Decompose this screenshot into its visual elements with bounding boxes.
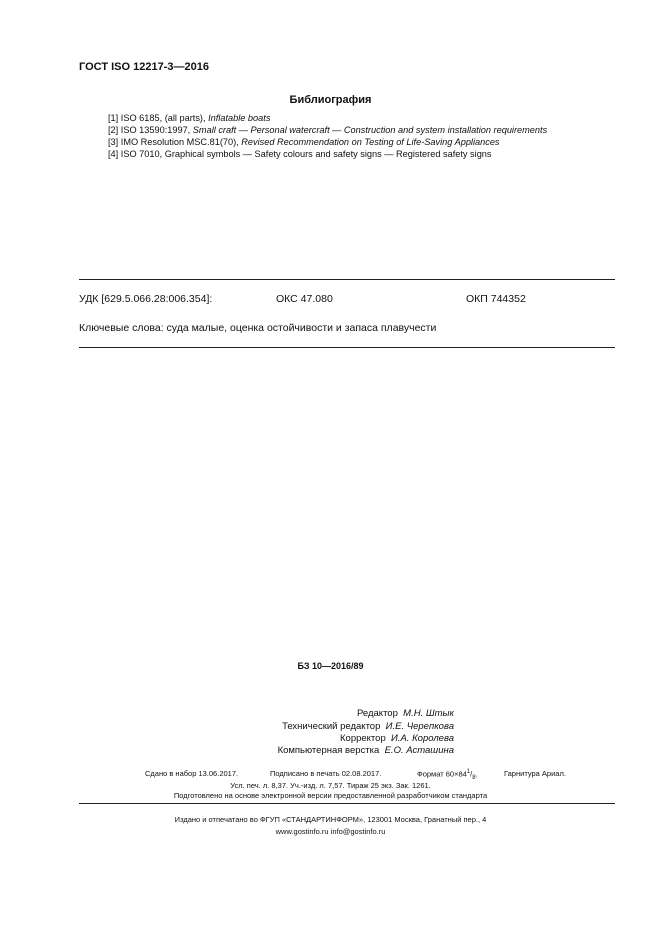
bibliography-item: [2] ISO 13590:1997, Small craft — Personal watercraft — Construction and system installation requirements [108,125,548,135]
prepared-note: Подготовлено на основе электронной версии предоставленной разработчиком стандарта [173,791,488,800]
bibliography-item: [3] IMO Resolution MSC.81(70), Revised Recommendation on Testing of Life-Saving Appliances [108,137,500,147]
staff-line: Корректор И.А. Королева [340,733,454,744]
bibliography-item: [4] ISO 7010, Graphical symbols — Safety colours and safety signs — Registered safety signs [108,149,492,159]
bibliography-item: [1] ISO 6185, (all parts), Inflatable boats [108,113,271,123]
edition-number: БЗ 10—2016/89 [297,661,364,671]
submitted-date: Сдано в набор 13.06.2017. [145,769,239,778]
publisher-line: Издано и отпечатано во ФГУП «СТАНДАРТИНФОРМ», 123001 Москва, Гранатный пер., 4 [174,815,487,824]
signed-date: Подписано в печать 02.08.2017. [270,769,382,778]
divider [79,803,615,804]
staff-line: Компьютерная верстка Е.О. Асташина [277,745,454,756]
oks-code: ОКС 47.080 [276,293,333,305]
standard-code: ГОСТ ISO 12217-3—2016 [79,61,209,73]
typeface: Гарнитура Ариал. [504,769,566,778]
print-sheets: Усл. печ. л. 8,37. Уч.-изд. л. 7,57. Тираж 25 экз. Зак. 1261. [230,781,431,790]
udk-code: УДК [629.5.066.28:006.354]: [79,293,213,305]
paper-format: Формат $60\times 84^1/_8$. [417,769,478,781]
staff-line: Технический редактор И.Е. Черепкова [282,721,454,732]
staff-line: Редактор М.Н. Штык [356,708,454,719]
keywords: Ключевые слова: суда малые, оценка остойчивости и запаса плавучести [79,322,437,334]
bibliography-title: Библиография [289,94,372,106]
okp-code: ОКП 744352 [466,293,526,305]
publisher-contacts: www.gostinfo.ru info@gostinfo.ru [275,827,386,836]
divider [79,347,615,348]
divider [79,279,615,280]
